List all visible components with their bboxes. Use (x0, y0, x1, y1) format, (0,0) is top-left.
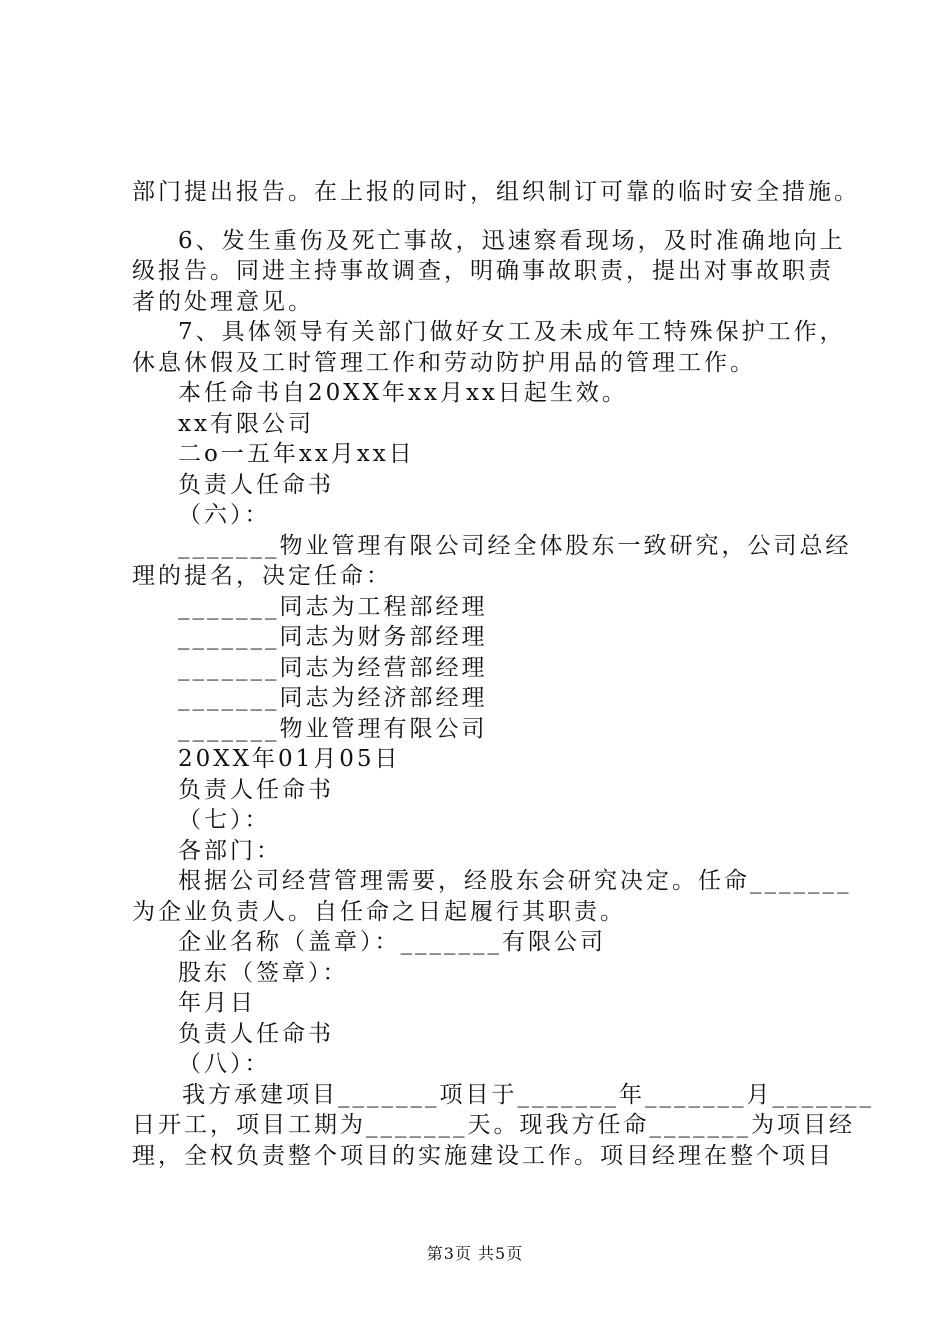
document-body (132, 177, 874, 1171)
section-number: （八）： (178, 1051, 271, 1077)
text-line: 部门提出报告。在上报的同时，组织制订可靠的临时安全措施。 (132, 179, 860, 205)
date-line: 年月日 (178, 990, 256, 1016)
section-number: （七）： (178, 807, 271, 833)
page-number: 第3页 共5页 (426, 1244, 524, 1263)
text-line: 根据公司经营管理需要，经股东会研究决定。任命_______ (178, 868, 852, 894)
recipient-line: 各部门： (178, 837, 282, 864)
section-title: 负责人任命书 (178, 776, 334, 803)
company-name: xx有限公司 (178, 410, 314, 437)
text-line: 本任命书自20XX年xx月xx日起生效。 (178, 380, 628, 406)
text-line: 休息休假及工时管理工作和劳动防护用品的管理工作。 (132, 349, 756, 376)
section-title: 负责人任命书 (178, 471, 334, 498)
appointment-line: _______同志为经济部经理 (178, 685, 488, 711)
appointment-line: _______同志为工程部经理 (178, 593, 488, 620)
text-line: 7、具体领导有关部门做好女工及未成年工特殊保护工作， (178, 319, 846, 345)
date-line: 20XX年01月05日 (178, 746, 401, 772)
text-line: 理的提名，决定任命： (132, 563, 392, 589)
text-line: 日开工，项目工期为_______天。现我方任命_______为项目经 (132, 1112, 855, 1138)
shareholder-signature-line: 股东（签章）： (178, 959, 349, 986)
paragraph-gap (132, 208, 832, 226)
text-line: 者的处理意见。 (132, 288, 314, 315)
text-line: 理，全权负责整个项目的实施建设工作。项目经理在整个项目 (132, 1142, 834, 1169)
text-line: 6、发生重伤及死亡事故，迅速察看现场，及时准确地向上 (178, 227, 846, 254)
text-line: 级报告。同进主持事故调查，明确事故职责，提出对事故职责 (132, 258, 834, 284)
section-title: 负责人任命书 (178, 1020, 334, 1047)
appointment-line: _______同志为财务部经理 (178, 624, 488, 650)
company-seal-line: 企业名称（盖章）：_______有限公司 (178, 929, 606, 955)
section-number: （六）： (178, 502, 271, 528)
appointment-line: _______同志为经营部经理 (178, 654, 488, 681)
company-name: _______物业管理有限公司 (178, 715, 488, 742)
date-line: 二o一五年xx月xx日 (178, 441, 415, 467)
text-line: _______物业管理有限公司经全体股东一致研究，公司总经 (178, 532, 852, 559)
text-line: 我方承建项目_______项目于_______年_______月_______ (182, 1081, 874, 1108)
text-line: 为企业负责人。自任命之日起履行其职责。 (132, 898, 626, 925)
